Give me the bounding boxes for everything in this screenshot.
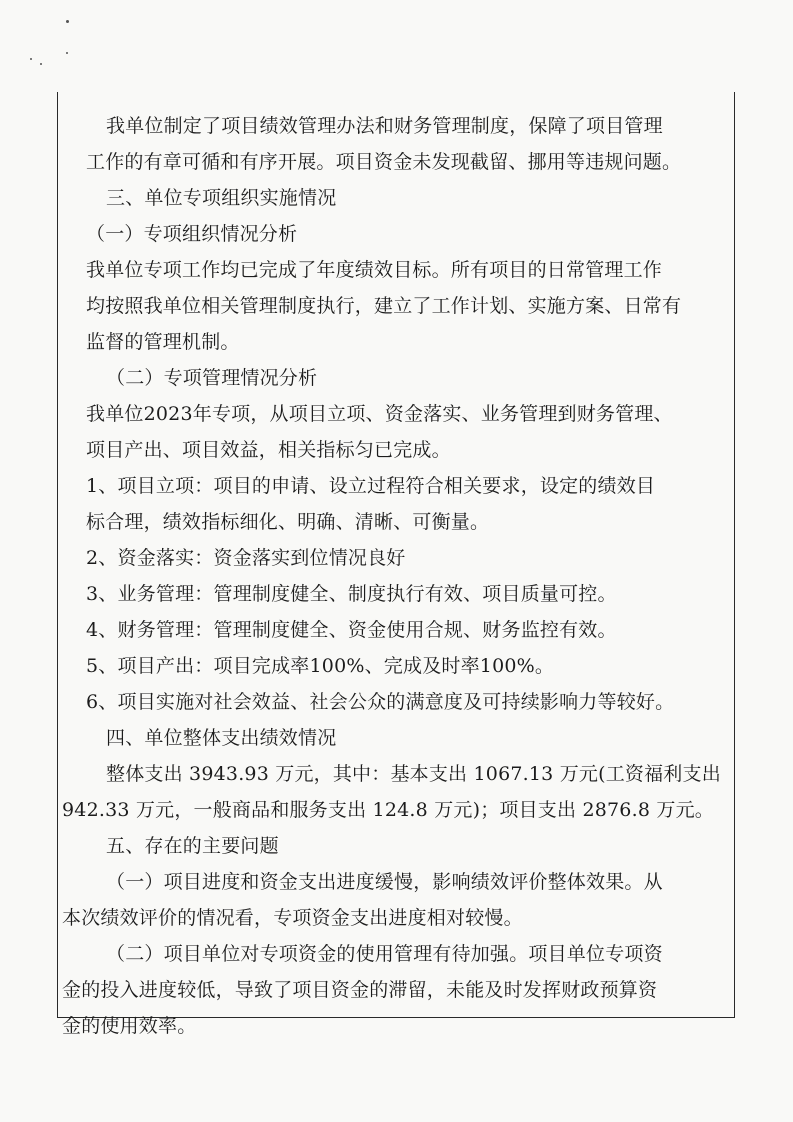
paragraph-line: 我单位2023年专项，从项目立项、资金落实、业务管理到财务管理、 xyxy=(86,403,673,425)
list-item-line: 3、业务管理：管理制度健全、制度执行有效、项目质量可控。 xyxy=(86,583,617,605)
scan-speck xyxy=(66,52,68,54)
paragraph-line: 整体支出 3943.93 万元，其中：基本支出 1067.13 万元(工资福利支出 xyxy=(106,763,721,785)
scan-speck xyxy=(30,58,32,60)
scan-speck xyxy=(40,63,42,65)
paragraph-line: （一）项目进度和资金支出进度缓慢，影响绩效评价整体效果。从 xyxy=(106,871,663,893)
paragraph-line: 本次绩效评价的情况看，专项资金支出进度相对较慢。 xyxy=(62,907,523,929)
section-heading: 五、存在的主要问题 xyxy=(106,835,279,857)
paragraph-line: 工作的有章可循和有序开展。项目资金未发现截留、挪用等违规问题。 xyxy=(86,151,682,173)
list-item-line: 6、项目实施对社会效益、社会公众的满意度及可持续影响力等较好。 xyxy=(86,691,675,713)
paragraph-line: 942.33 万元，一般商品和服务支出 124.8 万元)；项目支出 2876.8 万元。 xyxy=(62,799,714,821)
subsection-heading: （二）专项管理情况分析 xyxy=(106,367,318,389)
list-item-line: 5、项目产出：项目完成率100%、完成及时率100%。 xyxy=(86,655,555,677)
paragraph-line: 金的投入进度较低，导致了项目资金的滞留，未能及时发挥财政预算资 xyxy=(62,979,658,1001)
paragraph-line: 金的使用效率。 xyxy=(62,1015,197,1037)
document-frame xyxy=(57,92,735,1037)
paragraph-line: （二）项目单位对专项资金的使用管理有待加强。项目单位专项资 xyxy=(106,943,663,965)
list-item-line: 1、项目立项：项目的申请、设立过程符合相关要求，设定的绩效目 xyxy=(86,475,656,497)
paragraph-line: 均按照我单位相关管理制度执行，建立了工作计划、实施方案、日常有 xyxy=(86,295,682,317)
section-heading: 四、单位整体支出绩效情况 xyxy=(106,727,337,749)
list-item-line: 4、财务管理：管理制度健全、资金使用合规、财务监控有效。 xyxy=(86,619,617,641)
paragraph-line: 我单位制定了项目绩效管理办法和财务管理制度，保障了项目管理 xyxy=(106,115,663,137)
scan-speck xyxy=(66,20,69,23)
paragraph-line: 我单位专项工作均已完成了年度绩效目标。所有项目的日常管理工作 xyxy=(86,259,663,281)
list-item-line: 标合理，绩效指标细化、明确、清晰、可衡量。 xyxy=(86,511,490,533)
section-heading: 三、单位专项组织实施情况 xyxy=(106,187,337,209)
paragraph-line: 项目产出、项目效益，相关指标匀已完成。 xyxy=(86,439,451,461)
subsection-heading: （一）专项组织情况分析 xyxy=(86,223,298,245)
list-item-line: 2、资金落实：资金落实到位情况良好 xyxy=(86,547,406,569)
paragraph-line: 监督的管理机制。 xyxy=(86,331,240,353)
